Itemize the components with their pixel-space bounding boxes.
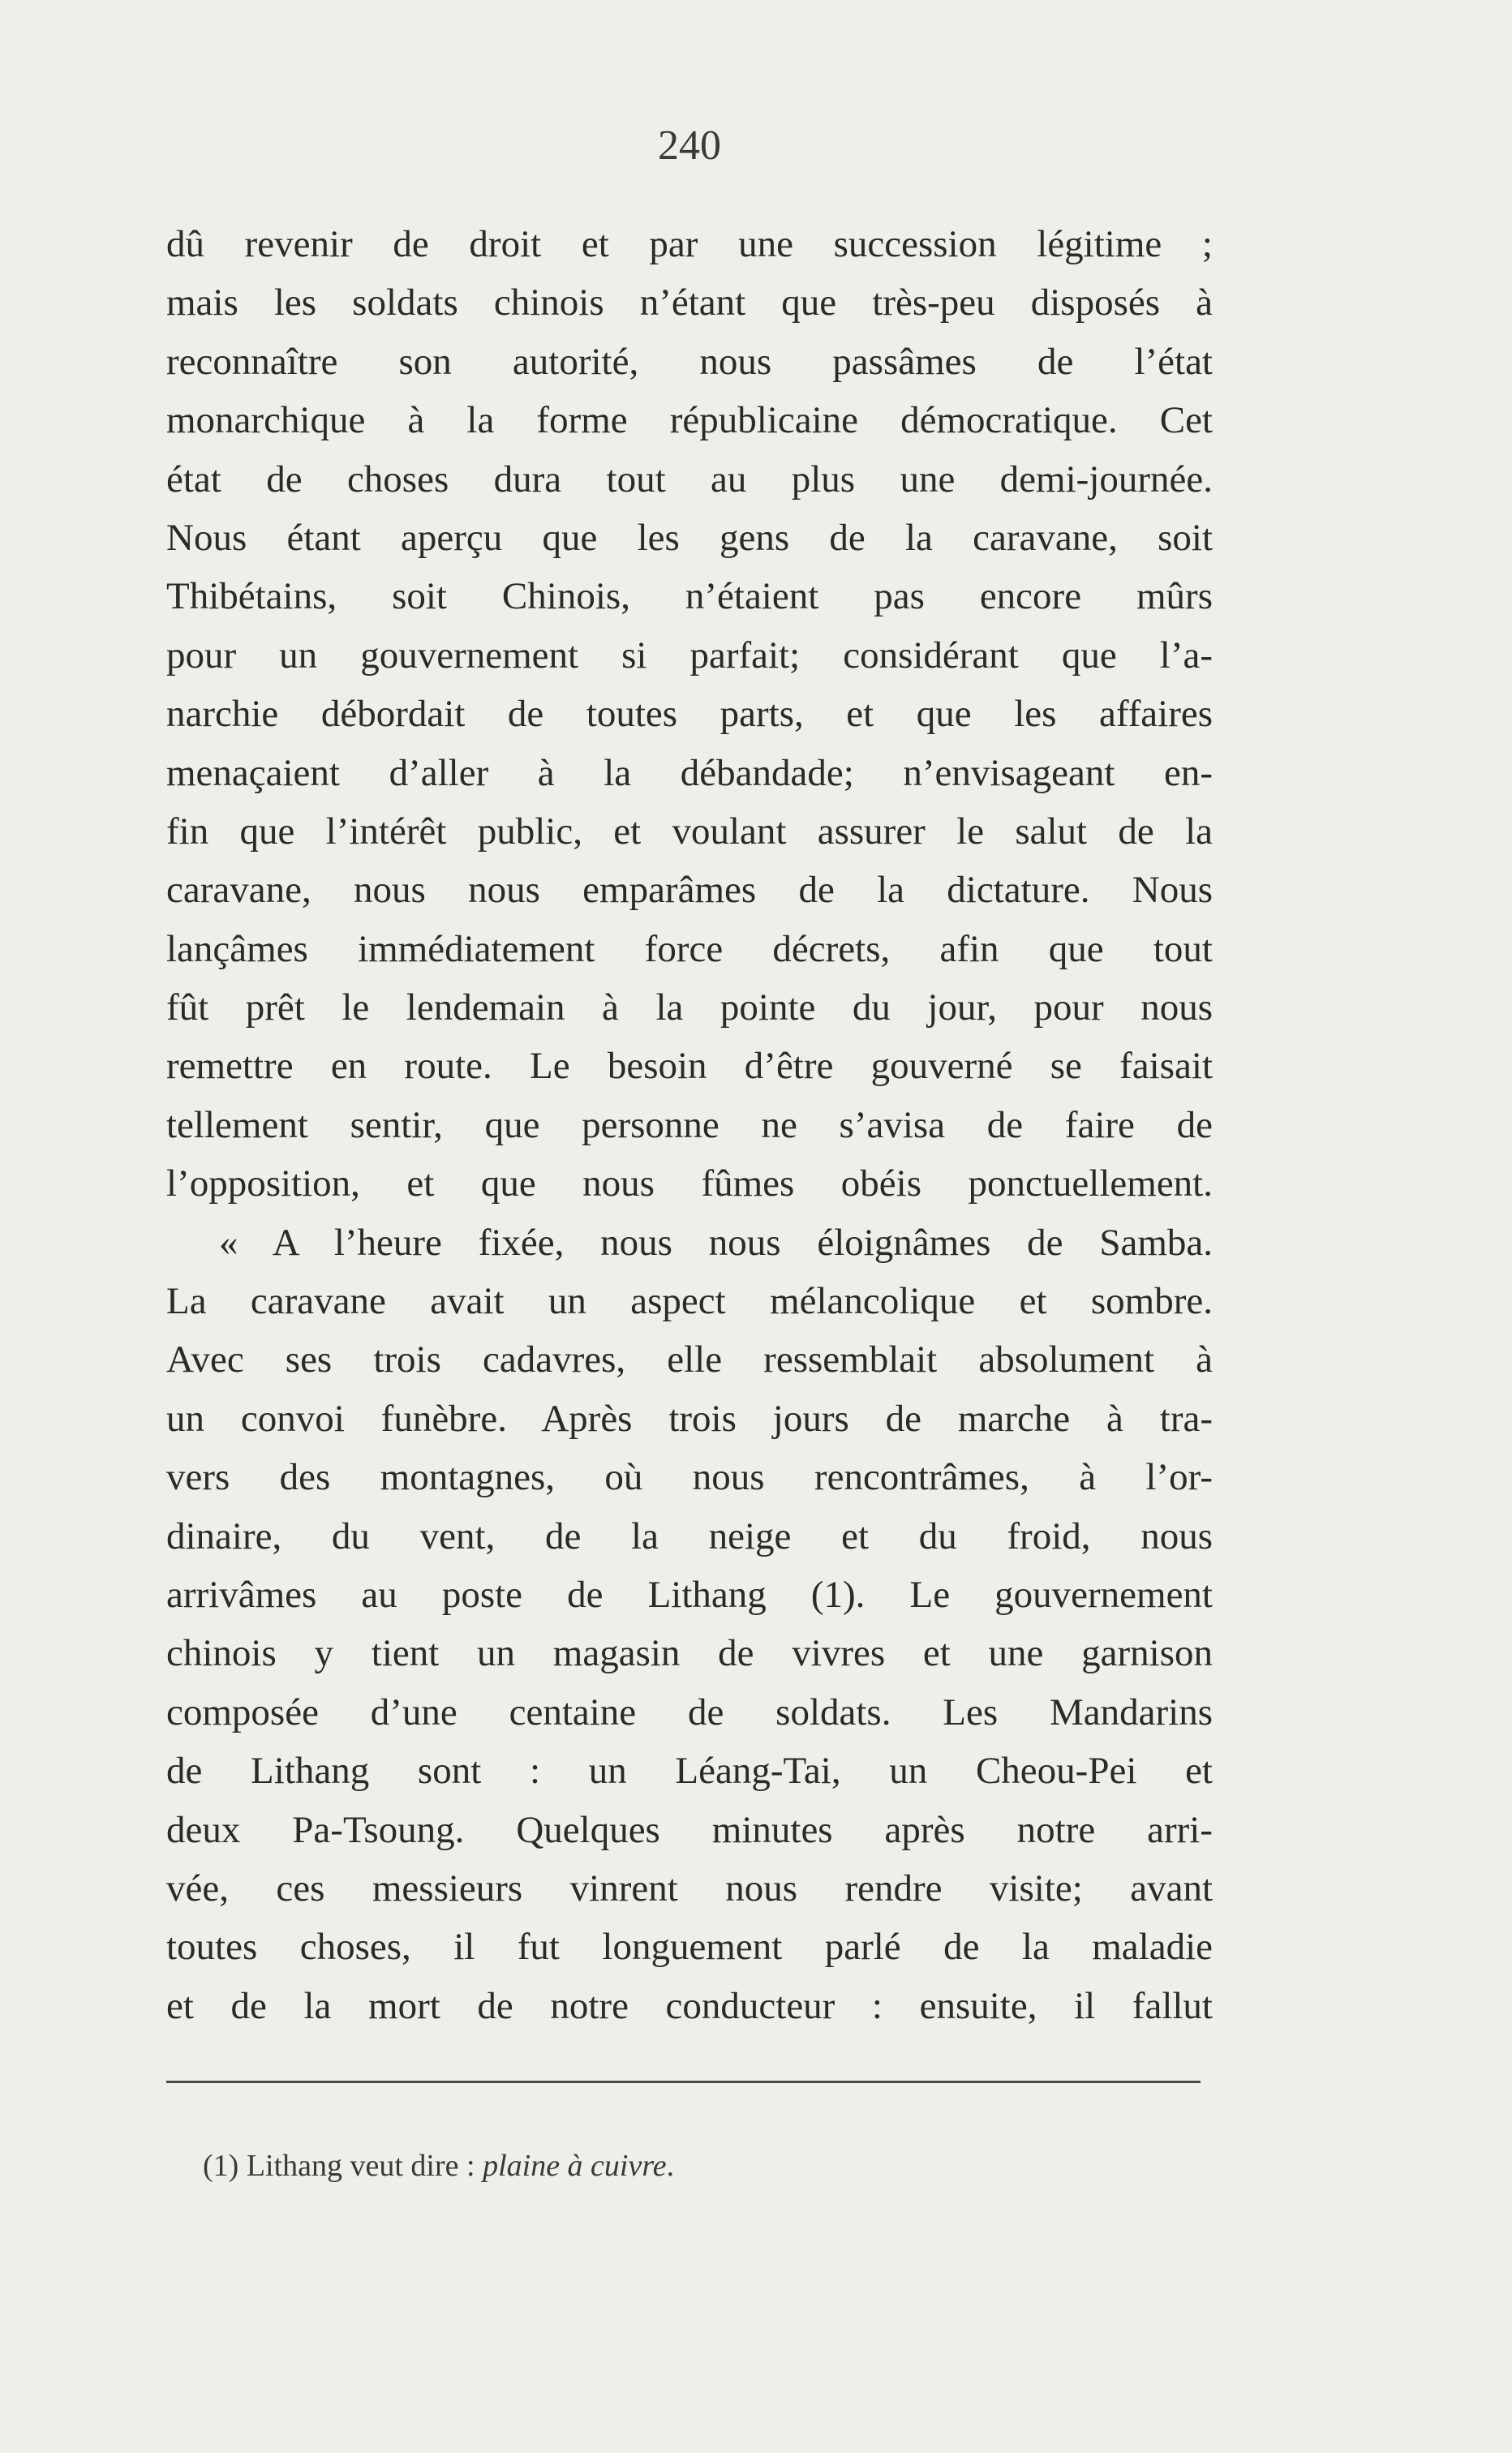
text-line-13: lançâmes immédiatement force décrets, afin que tout	[166, 927, 1213, 970]
text-line-4: monarchique à la forme républicaine démocratique. Cet	[166, 399, 1213, 442]
text-line-6: Nous étant aperçu que les gens de la caravane, soit	[166, 516, 1213, 559]
text-line-8: pour un gouvernement si parfait; considérant que l’a-	[166, 634, 1213, 677]
footnote	[203, 2146, 674, 2186]
text-line-19: La caravane avait un aspect mélancolique et sombre.	[166, 1280, 1213, 1323]
text-line-16: tellement sentir, que personne ne s’avisa de faire de	[166, 1103, 1213, 1146]
text-line-23: dinaire, du vent, de la neige et du froid, nous	[166, 1514, 1213, 1557]
text-line-9: narchie débordait de toutes parts, et que les affaires	[166, 693, 1213, 736]
text-line-22: vers des montagnes, où nous rencontrâmes, à l’or-	[166, 1456, 1213, 1499]
footnote-text: Lithang veut dire :	[246, 2149, 475, 2183]
text-line-30: toutes choses, il fut longuement parlé de la maladie	[166, 1926, 1213, 1969]
text-line-25: chinois y tient un magasin de vivres et une garnison	[166, 1632, 1213, 1675]
text-line-2: mais les soldats chinois n’étant que très-peu disposés à	[166, 281, 1213, 324]
text-line-11: fin que l’intérêt public, et voulant assurer le salut de la	[166, 810, 1213, 853]
text-line-7: Thibétains, soit Chinois, n’étaient pas encore mûrs	[166, 575, 1213, 618]
text-line-5: état de choses dura tout au plus une demi-journée.	[166, 458, 1213, 500]
text-line-12: caravane, nous nous emparâmes de la dictature. Nous	[166, 869, 1213, 912]
footnote-marker: (1)	[203, 2149, 239, 2183]
footnote-divider	[166, 2081, 1201, 2083]
body-text	[166, 215, 1213, 2035]
text-line-29: vée, ces messieurs vinrent nous rendre visite; avant	[166, 1867, 1213, 1910]
text-line-10: menaçaient d’aller à la débandade; n’envisageant en-	[166, 751, 1213, 794]
footnote-italic-text: plaine à cuivre	[483, 2149, 667, 2183]
text-line-21: un convoi funèbre. Après trois jours de marche à tra-	[166, 1397, 1213, 1440]
text-line-3: reconnaître son autorité, nous passâmes de l’état	[166, 340, 1213, 383]
text-line-20: Avec ses trois cadavres, elle ressemblait absolument à	[166, 1338, 1213, 1381]
text-line-14: fût prêt le lendemain à la pointe du jour, pour nous	[166, 986, 1213, 1029]
footnote-end: .	[666, 2149, 675, 2183]
text-line-27: de Lithang sont : un Léang-Tai, un Cheou-Pei et	[166, 1750, 1213, 1793]
page-number: 240	[658, 122, 721, 169]
text-line-26: composée d’une centaine de soldats. Les Mandarins	[166, 1690, 1213, 1733]
text-line-1: dû revenir de droit et par une succession légitime ;	[166, 223, 1213, 265]
text-line-18: « A l’heure fixée, nous nous éloignâmes de Samba.	[219, 1221, 1213, 1264]
text-line-17: l’opposition, et que nous fûmes obéis ponctuellement.	[166, 1162, 1213, 1205]
text-line-28: deux Pa-Tsoung. Quelques minutes après notre arri-	[166, 1808, 1213, 1851]
text-line-31: et de la mort de notre conducteur : ensuite, il fallut	[166, 1984, 1213, 2027]
text-line-24: arrivâmes au poste de Lithang (1). Le gouvernement	[166, 1573, 1213, 1616]
text-line-15: remettre en route. Le besoin d’être gouverné se faisait	[166, 1045, 1213, 1088]
